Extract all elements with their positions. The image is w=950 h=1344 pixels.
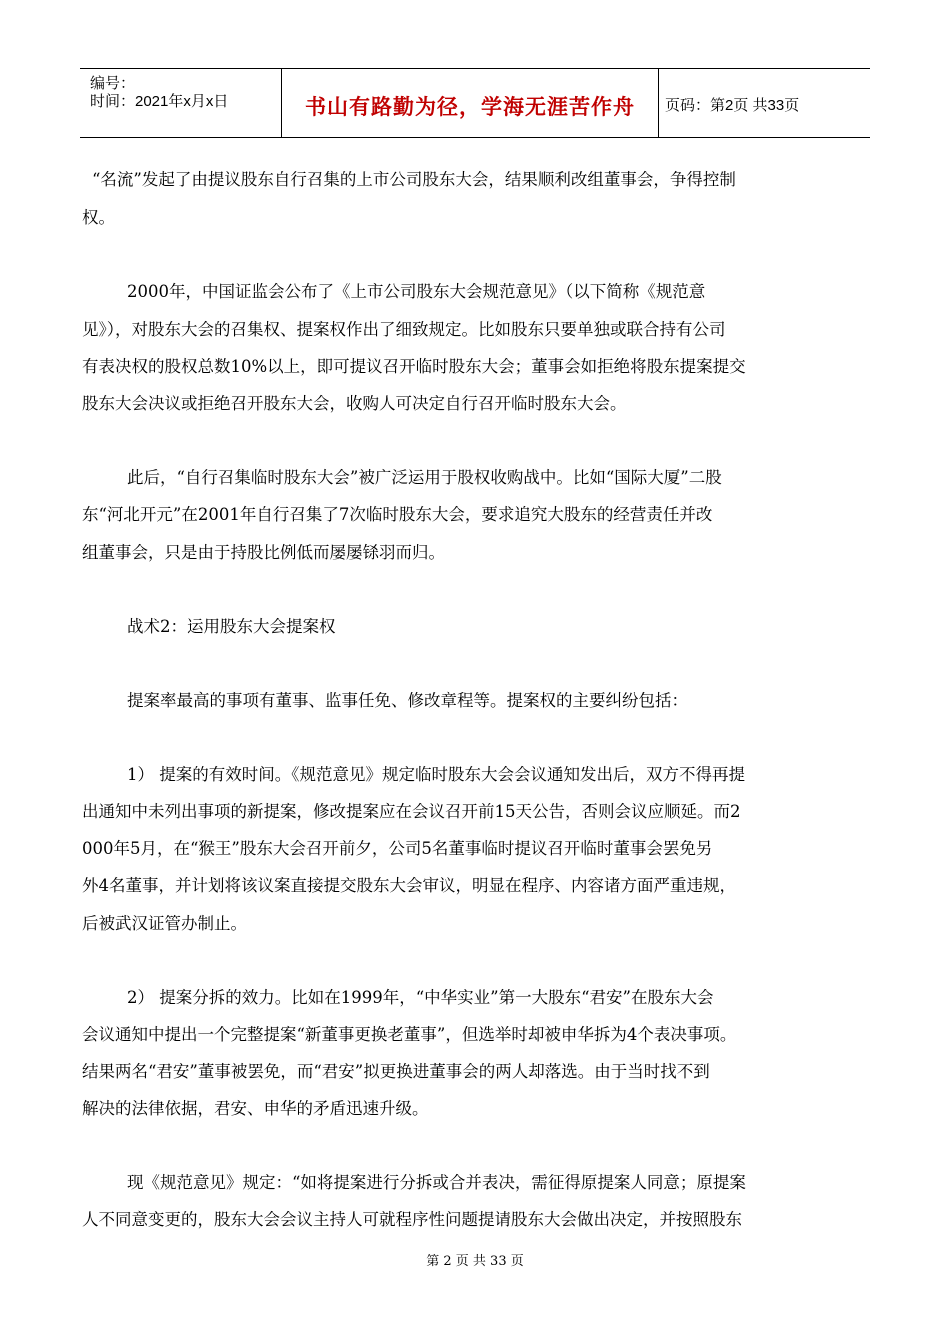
body-line: 1） 提案的有效时间。《规范意见》规定临时股东大会会议通知发出后，双方不得再提	[127, 765, 745, 784]
header-page-cell	[659, 69, 870, 137]
page-footer: 第 2 页 共 33 页	[426, 1254, 524, 1269]
body-line: 后被武汉证管办制止。	[82, 914, 247, 933]
body-line: 人不同意变更的，股东大会会议主持人可就程序性问题提请股东大会做出决定，并按照股东	[82, 1210, 742, 1229]
body-line: 2000年，中国证监会公布了《上市公司股东大会规范意见》（以下简称《规范意	[127, 282, 706, 301]
body-line: 外4名董事，并计划将该议案直接提交股东大会审议，明显在程序、内容诸方面严重违规，	[82, 876, 736, 895]
header-page-code: 页码：第2页 共33页	[665, 97, 800, 114]
header-motto: 书山有路勤为径，学海无涯苦作舟	[305, 96, 635, 119]
body-line: 组董事会，只是由于持股比例低而屡屡铩羽而归。	[82, 543, 445, 562]
body-line: 000年5月，在“猴王”股东大会召开前夕，公司5名董事临时提议召开临时董事会罢免另	[82, 839, 713, 858]
body-line: 东“河北开元”在2001年自行召集了7次临时股东大会，要求追究大股东的经营责任并改	[82, 505, 713, 524]
body-line: 此后，“自行召集临时股东大会”被广泛运用于股权收购战中。比如“国际大厦”二股	[127, 468, 722, 487]
header-meta-cell	[80, 69, 282, 137]
document-number-label: 编号：	[90, 75, 136, 92]
page-header	[80, 68, 870, 138]
body-line: 出通知中未列出事项的新提案，修改提案应在会议召开前15天公告，否则会议应顺延。而2	[82, 802, 741, 821]
body-line: 提案率最高的事项有董事、监事任免、修改章程等。提案权的主要纠纷包括：	[127, 691, 688, 710]
body-line: 现《规范意见》规定：“如将提案进行分拆或合并表决，需征得原提案人同意；原提案	[127, 1173, 746, 1192]
section-heading: 战术2：运用股东大会提案权	[127, 617, 336, 636]
body-line: 有表决权的股权总数10%以上，即可提议召开临时股东大会；董事会如拒绝将股东提案提交	[82, 357, 746, 376]
body-line: 见》），对股东大会的召集权、提案权作出了细致规定。比如股东只要单独或联合持有公司	[82, 320, 726, 339]
body-line: 股东大会决议或拒绝召开股东大会，收购人可决定自行召开临时股东大会。	[82, 394, 627, 413]
header-motto-cell	[282, 69, 659, 137]
body-line: 2） 提案分拆的效力。比如在1999年，“中华实业”第一大股东“君安”在股东大会	[127, 988, 714, 1007]
body-line: 会议通知中提出一个完整提案“新董事更换老董事”，但选举时却被申华拆为4个表决事项。	[82, 1025, 737, 1044]
document-date-label: 时间：2021年x月x日	[90, 93, 229, 110]
body-line: 解决的法律依据，君安、申华的矛盾迅速升级。	[82, 1099, 429, 1118]
body-line: 权。	[82, 208, 115, 227]
body-line: 结果两名“君安”董事被罢免，而“君安”拟更换进董事会的两人却落选。由于当时找不到	[82, 1062, 710, 1081]
body-line: “名流”发起了由提议股东自行召集的上市公司股东大会，结果顺利改组董事会，争得控制	[92, 170, 736, 189]
